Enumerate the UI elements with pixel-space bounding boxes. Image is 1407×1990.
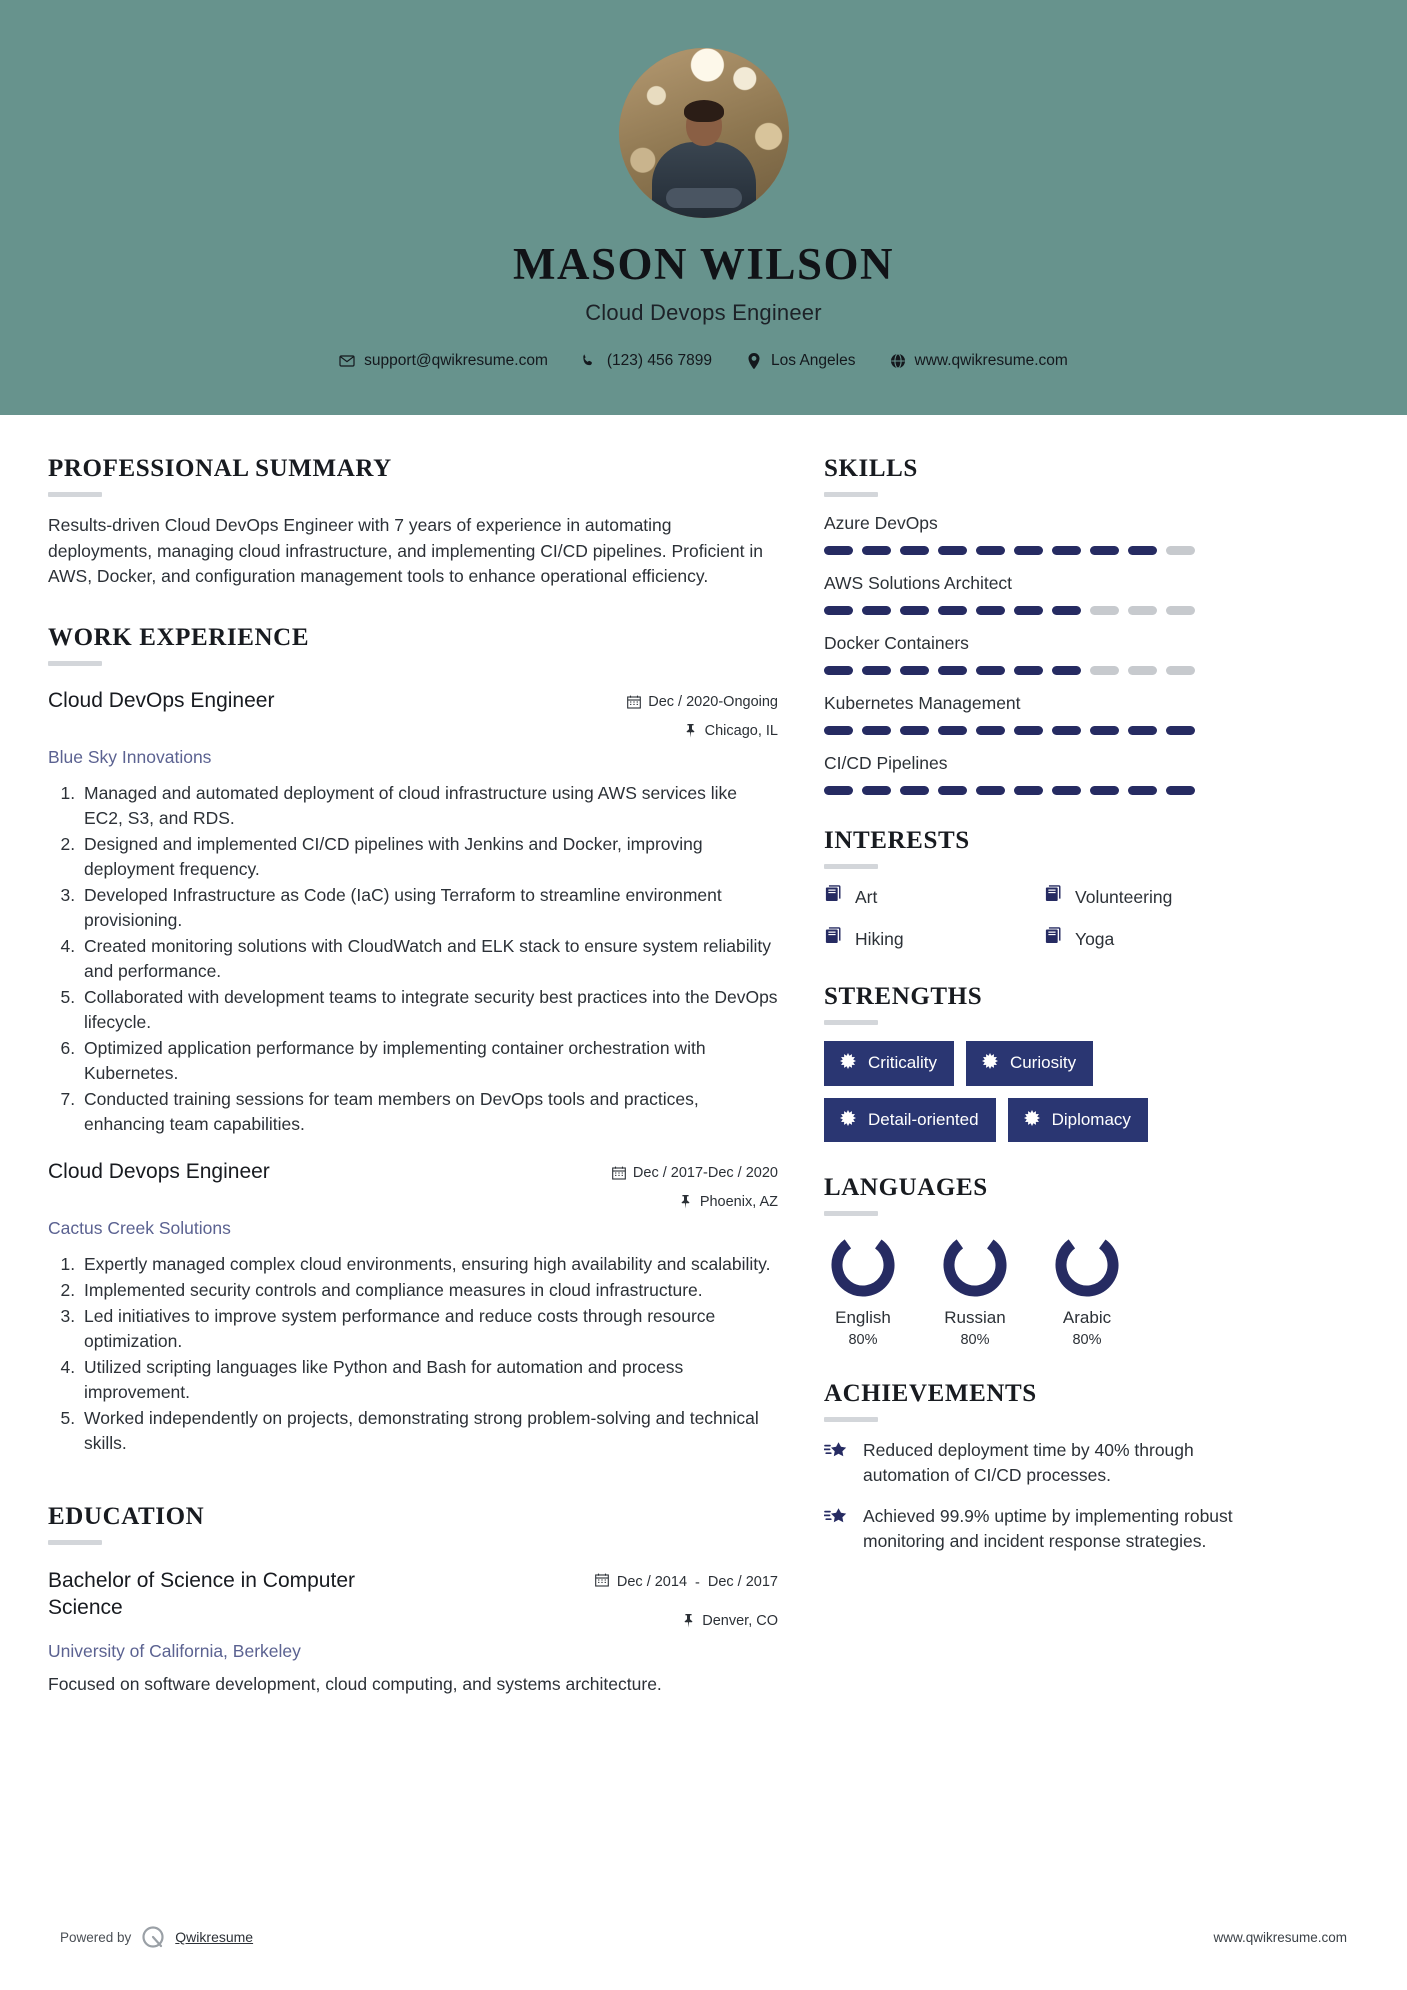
section-rule xyxy=(824,492,878,497)
interest-item xyxy=(1044,885,1254,909)
qwikresume-link[interactable]: Qwikresume xyxy=(175,1929,254,1945)
section-heading-education: EDUCATION xyxy=(48,1502,205,1530)
skill-dash xyxy=(938,666,967,675)
language-progress-ring xyxy=(830,1232,896,1298)
work-experience-entry xyxy=(48,1159,778,1456)
interest-item xyxy=(824,927,1034,951)
skill-item xyxy=(824,633,1254,675)
avatar-hair xyxy=(684,100,724,122)
section-rule xyxy=(824,1417,878,1422)
starburst-icon xyxy=(839,1052,857,1075)
footer-site-url: www.qwikresume.com xyxy=(1213,1929,1347,1945)
avatar-arms xyxy=(666,188,742,208)
skill-dash xyxy=(1090,666,1119,675)
section-rule xyxy=(48,492,102,497)
strength-label: Curiosity xyxy=(1009,1053,1077,1072)
location-pin-icon xyxy=(746,353,762,369)
skill-dash xyxy=(1166,666,1195,675)
book-icon xyxy=(1044,885,1063,909)
section-heading-languages: LANGUAGES xyxy=(824,1174,988,1202)
skill-dash xyxy=(1128,606,1157,615)
achievement-text: Achieved 99.9% uptime by implementing robust monitoring and incident response strategies. xyxy=(863,1506,1233,1552)
interest-label: Yoga xyxy=(1075,928,1115,949)
starburst-icon xyxy=(839,1109,857,1132)
skill-dash xyxy=(862,606,891,615)
skill-dash xyxy=(938,606,967,615)
job-location-text: Phoenix, AZ xyxy=(699,1194,778,1211)
work-bullet: 5. Collaborated with development teams to integrate security best practices into the DevOps lifecycle. xyxy=(80,985,778,1035)
work-experience-entry xyxy=(48,688,778,1137)
skill-dash xyxy=(1014,666,1043,675)
page-title: MASON WILSON xyxy=(513,239,894,289)
phone-icon xyxy=(582,353,598,369)
resume-body xyxy=(0,415,1407,1698)
book-icon xyxy=(824,885,843,909)
interest-label: Volunteering xyxy=(1075,886,1173,907)
job-bullets xyxy=(48,781,778,1137)
pin-icon xyxy=(679,1195,693,1209)
contact-row xyxy=(0,352,1407,370)
job-dates-text: Dec / 2017-Dec / 2020 xyxy=(632,1165,778,1182)
skill-dash xyxy=(1090,726,1119,735)
skill-dash xyxy=(862,726,891,735)
work-bullet: 6. Optimized application performance by implementing container orchestration with Kubernetes. xyxy=(80,1036,778,1086)
section-heading-professional-summary: PROFESSIONAL SUMMARY xyxy=(48,455,392,482)
section-rule xyxy=(824,1211,878,1216)
shooting-star-icon xyxy=(824,1504,850,1533)
section-rule xyxy=(824,1020,878,1025)
skill-dash xyxy=(900,546,929,555)
skill-dash xyxy=(938,726,967,735)
powered-by-group xyxy=(60,1924,253,1950)
education-description: Focused on software development, cloud computing, and systems architecture. xyxy=(48,1674,662,1695)
skill-rating xyxy=(824,666,1254,675)
skill-dash xyxy=(862,546,891,555)
education-location-text: Denver, CO xyxy=(702,1613,778,1630)
interest-label: Hiking xyxy=(855,928,904,949)
skill-dash xyxy=(1014,606,1043,615)
job-bullets xyxy=(48,1252,778,1456)
job-title: Cloud Devops Engineer xyxy=(48,1160,270,1184)
skill-dash xyxy=(824,726,853,735)
skill-rating xyxy=(824,546,1254,555)
section-heading-achievements: ACHIEVEMENTS xyxy=(824,1380,1037,1408)
language-item xyxy=(936,1232,1014,1348)
strengths-list xyxy=(824,1041,1254,1142)
strength-chip xyxy=(966,1041,1093,1086)
skill-dash xyxy=(862,666,891,675)
contact-email-text: support@qwikresume.com xyxy=(364,351,548,369)
work-experience-list xyxy=(48,688,778,1456)
skill-dash xyxy=(976,666,1005,675)
language-percent: 80% xyxy=(1072,1332,1102,1349)
powered-by-label: Powered by xyxy=(60,1929,132,1945)
skill-dash xyxy=(862,786,891,795)
interest-item xyxy=(824,885,1034,909)
skills-list xyxy=(824,513,1254,795)
skill-dash xyxy=(1128,666,1157,675)
strength-chip xyxy=(824,1098,996,1143)
interest-label: Art xyxy=(855,886,878,907)
education-entry xyxy=(48,1567,778,1698)
starburst-icon xyxy=(981,1052,999,1075)
resume-header xyxy=(0,0,1407,415)
section-heading-interests: INTERESTS xyxy=(824,827,970,854)
language-item xyxy=(824,1232,902,1348)
achievements-list xyxy=(824,1438,1254,1554)
job-company: Blue Sky Innovations xyxy=(48,747,212,768)
skill-item xyxy=(824,753,1254,795)
contact-email[interactable] xyxy=(339,352,548,370)
job-dates xyxy=(573,694,778,710)
language-progress-ring xyxy=(942,1232,1008,1298)
skill-dash xyxy=(900,726,929,735)
professional-summary-text: Results-driven Cloud DevOps Engineer with 7 years of experience in automating deployments, managing cloud infrastructure, and implementing CI/CD pipelines. Proficient in AWS, Docker, and configuration management tools to enhance operational efficiency. xyxy=(48,515,763,587)
pin-icon xyxy=(681,1614,695,1628)
language-item xyxy=(1048,1232,1126,1348)
skill-dash xyxy=(1166,726,1195,735)
skill-dash xyxy=(900,606,929,615)
skill-dash xyxy=(824,606,853,615)
contact-location-text: Los Angeles xyxy=(771,351,856,369)
skill-label: Azure DevOps xyxy=(824,513,938,533)
job-dates xyxy=(573,1165,778,1181)
skill-rating xyxy=(824,726,1254,735)
education-degree: Bachelor of Science in Computer Science xyxy=(48,1568,355,1619)
skill-dash xyxy=(1090,786,1119,795)
section-heading-strengths: STRENGTHS xyxy=(824,983,983,1010)
work-bullet: 1. Expertly managed complex cloud environments, ensuring high availability and scalability. xyxy=(80,1252,778,1277)
skill-dash xyxy=(976,786,1005,795)
strength-chip xyxy=(824,1041,954,1086)
skill-dash xyxy=(900,666,929,675)
footer xyxy=(0,1924,1407,1950)
calendar-icon xyxy=(612,1166,626,1180)
work-bullet: 3. Developed Infrastructure as Code (IaC) using Terraform to streamline environment provisioning. xyxy=(80,883,778,933)
calendar-icon xyxy=(627,695,641,709)
work-bullet: 2. Designed and implemented CI/CD pipelines with Jenkins and Docker, improving deployment frequency. xyxy=(80,832,778,882)
skill-dash xyxy=(824,786,853,795)
education-school: University of California, Berkeley xyxy=(48,1641,301,1662)
language-percent: 80% xyxy=(848,1332,878,1349)
skill-dash xyxy=(1014,546,1043,555)
skill-rating xyxy=(824,786,1254,795)
skill-dash xyxy=(1052,546,1081,555)
envelope-icon xyxy=(339,353,355,369)
education-date-end: Dec / 2017 xyxy=(707,1573,778,1590)
education-date-start: Dec / 2014 xyxy=(616,1573,688,1590)
skill-dash xyxy=(1052,726,1081,735)
shooting-star-icon xyxy=(824,1438,850,1467)
skill-dash xyxy=(938,546,967,555)
skill-label: CI/CD Pipelines xyxy=(824,753,948,773)
avatar xyxy=(619,48,789,218)
skill-dash xyxy=(976,546,1005,555)
work-bullet: 5. Worked independently on projects, demonstrating strong problem-solving and technical skills. xyxy=(80,1406,778,1456)
section-rule xyxy=(48,1540,102,1545)
job-meta xyxy=(573,1159,778,1210)
section-rule xyxy=(48,661,102,666)
skill-label: AWS Solutions Architect xyxy=(824,573,1013,593)
book-icon xyxy=(1044,927,1063,951)
job-dates-text: Dec / 2020-Ongoing xyxy=(648,694,778,711)
skill-dash xyxy=(900,786,929,795)
skill-dash xyxy=(976,606,1005,615)
strength-label: Criticality xyxy=(868,1053,937,1072)
pin-icon xyxy=(684,724,698,738)
language-name: Russian xyxy=(944,1308,1006,1328)
contact-website[interactable] xyxy=(890,352,1068,370)
contact-website-text: www.qwikresume.com xyxy=(914,351,1068,369)
skill-dash xyxy=(1052,786,1081,795)
starburst-icon xyxy=(1023,1109,1041,1132)
section-rule xyxy=(824,864,878,869)
skill-dash xyxy=(1052,666,1081,675)
work-bullet: 4. Created monitoring solutions with CloudWatch and ELK stack to ensure system reliability and performance. xyxy=(80,934,778,984)
skill-dash xyxy=(824,666,853,675)
skill-dash xyxy=(938,786,967,795)
skill-dash xyxy=(1166,546,1195,555)
language-percent: 80% xyxy=(960,1332,990,1349)
skill-dash xyxy=(976,726,1005,735)
section-heading-skills: SKILLS xyxy=(824,455,918,482)
language-name: English xyxy=(835,1308,891,1328)
left-column xyxy=(48,455,778,1698)
contact-phone-text: (123) 456 7899 xyxy=(606,351,713,369)
education-meta xyxy=(573,1567,778,1630)
skill-dash xyxy=(1090,546,1119,555)
work-bullet: 2. Implemented security controls and compliance measures in cloud infrastructure. xyxy=(80,1278,778,1303)
education-location xyxy=(573,1613,778,1629)
interests-list xyxy=(824,885,1254,951)
strength-chip xyxy=(1008,1098,1148,1143)
work-bullet: 3. Led initiatives to improve system performance and reduce costs through resource optimization. xyxy=(80,1304,778,1354)
interest-item xyxy=(1044,927,1254,951)
skill-dash xyxy=(1128,726,1157,735)
skill-dash xyxy=(1166,786,1195,795)
work-bullet: 4. Utilized scripting languages like Python and Bash for automation and process improvement. xyxy=(80,1355,778,1405)
skill-dash xyxy=(1052,606,1081,615)
skill-dash xyxy=(1014,726,1043,735)
book-icon xyxy=(824,927,843,951)
calendar-icon xyxy=(595,1573,609,1587)
language-progress-ring xyxy=(1054,1232,1120,1298)
skill-dash xyxy=(1090,606,1119,615)
section-heading-work-experience: WORK EXPERIENCE xyxy=(48,624,310,652)
job-title: Cloud DevOps Engineer xyxy=(48,689,275,713)
skill-dash xyxy=(824,546,853,555)
skill-dash xyxy=(1166,606,1195,615)
job-location xyxy=(573,1194,778,1210)
education-date-separator: - xyxy=(695,1574,700,1591)
skill-dash xyxy=(1128,546,1157,555)
job-location xyxy=(573,723,778,739)
globe-icon xyxy=(890,353,906,369)
strength-label: Detail-oriented xyxy=(868,1109,979,1129)
skill-item xyxy=(824,513,1254,555)
skill-rating xyxy=(824,606,1254,615)
achievement-item xyxy=(824,1438,1254,1488)
job-location-text: Chicago, IL xyxy=(704,723,778,740)
achievement-text: Reduced deployment time by 40% through automation of CI/CD processes. xyxy=(863,1440,1194,1486)
skill-label: Docker Containers xyxy=(824,633,969,653)
contact-phone[interactable] xyxy=(582,352,712,370)
skill-dash xyxy=(1128,786,1157,795)
education-dates xyxy=(573,1573,778,1592)
job-role-subtitle: Cloud Devops Engineer xyxy=(585,299,822,325)
strength-label: Diplomacy xyxy=(1051,1109,1131,1129)
qwikresume-logo-icon xyxy=(140,1924,166,1950)
languages-list xyxy=(824,1232,1254,1348)
job-company: Cactus Creek Solutions xyxy=(48,1218,231,1239)
skill-item xyxy=(824,573,1254,615)
skill-label: Kubernetes Management xyxy=(824,693,1021,713)
avatar-person xyxy=(619,100,789,218)
right-column xyxy=(824,455,1254,1698)
achievement-item xyxy=(824,1504,1254,1554)
job-meta xyxy=(573,688,778,739)
language-name: Arabic xyxy=(1062,1308,1112,1328)
skill-dash xyxy=(1014,786,1043,795)
work-bullet: 7. Conducted training sessions for team members on DevOps tools and practices, enhancing team capabilities. xyxy=(80,1087,778,1137)
work-bullet: 1. Managed and automated deployment of cloud infrastructure using AWS services like EC2, S3, and RDS. xyxy=(80,781,778,831)
contact-location[interactable] xyxy=(746,352,855,370)
skill-item xyxy=(824,693,1254,735)
